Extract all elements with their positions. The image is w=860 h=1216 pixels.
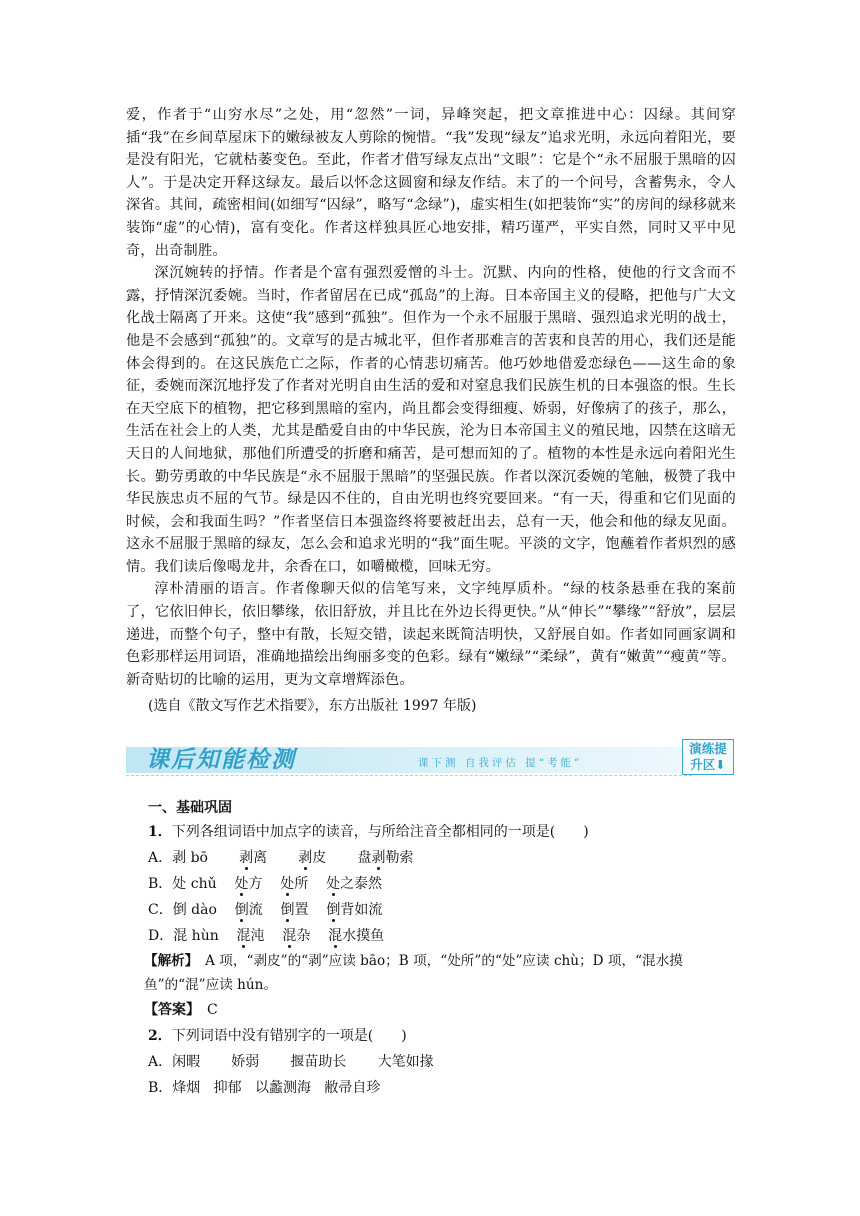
option-pinyin: 倒 dào xyxy=(172,902,217,919)
question-number: 2． xyxy=(148,1028,172,1045)
banner-divider xyxy=(126,775,692,776)
banner-subtitle: 课下测 自我评估 提“考能” xyxy=(418,757,583,770)
question-2 xyxy=(126,1023,736,1049)
option-word: 剥离 xyxy=(239,850,268,867)
question-stem: 下列各组词语中加点字的读音，与所给注音全都相同的一项是( ) xyxy=(171,824,589,841)
option-d xyxy=(126,923,736,949)
option-word: 混杂 xyxy=(282,928,311,945)
question-number: 1． xyxy=(148,824,172,841)
option-word: 处方 xyxy=(234,876,263,893)
option-letter: B． xyxy=(148,1080,173,1097)
banner-title: 课后知能检测 xyxy=(146,746,296,774)
option-word: 敝帚自珍 xyxy=(324,1080,381,1097)
section-banner xyxy=(126,739,736,777)
analysis xyxy=(126,949,736,997)
q2-option-b xyxy=(126,1075,736,1101)
source-citation: (选自《散文写作艺术指要》，东方出版社 1997 年版) xyxy=(148,698,477,715)
paragraph-language: 淳朴清丽的语言。作者像聊天似的信笔写来，文字纯厚质朴。“绿的枝条悬垂在我的案前了，它依旧伸长，依旧攀缘，依旧舒放，并且比在外边长得更快。”从“伸长”“攀缘”“舒放”，层层递进，而整个句子，整中有散，长短交错，读起来既简洁明快，又舒展自如。作者如同画家调和色彩那样运用词语，准确地描绘出绚丽多变的色彩。绿有“嫩绿”“柔绿”，黄有“嫩黄”“瘦黄”等。新奇贴切的比喻的运用，更为文章增辉添色。 xyxy=(126,581,736,688)
option-word: 娇弱 xyxy=(231,1054,260,1071)
page-content xyxy=(126,104,736,1101)
option-word: 揠苗助长 xyxy=(290,1054,347,1071)
option-word: 剥皮 xyxy=(298,850,327,867)
option-c xyxy=(126,897,736,923)
answer-tag: 【答案】 xyxy=(144,1002,193,1019)
option-word: 处之泰然 xyxy=(326,876,383,893)
option-word: 倒置 xyxy=(280,902,309,919)
option-word: 混水摸鱼 xyxy=(328,928,385,945)
option-pinyin: 剥 bō xyxy=(172,850,208,867)
option-letter: B． xyxy=(148,876,173,893)
paragraph-lyricism: 深沉婉转的抒情。作者是个富有强烈爱憎的斗士。沉默、内向的性格，使他的行文含而不露，抒情深沉委婉。当时，作者留居在已成“孤岛”的上海。日本帝国主义的侵略，把他与广大文化战士隔离了开来。这使“我”感到“孤独”。但作为一个永不屈服于黑暗、强烈追求光明的战士，他是不会感到“孤独”的。文章写的是古城北平，但作者那难言的苦衷和良苦的用心，我们还是能体会得到的。在这民族危亡之际，作者的心情悲切痛苦。他巧妙地借爱恋绿色——这生命的象征，委婉而深沉地抒发了作者对光明自由生活的爱和对窒息我们民族生机的日本强盗的恨。生长在天空底下的植物，把它移到黑暗的室内，尚且都会变得细瘦、娇弱，好像病了的孩子，那么，生活在社会上的人类，尤其是酷爱自由的中华民族，沦为日本帝国主义的殖民地，囚禁在这暗无天日的人间地狱，那他们所遭受的折磨和痛苦，是可想而知的了。植物的本性是永远向着阳光生长。勤劳勇敢的中华民族是“永不屈服于黑暗”的坚强民族。作者以深沉委婉的笔触，极赞了我中华民族忠贞不屈的气节。绿是囚不住的，自由光明也终究要回来。“有一天，得重和它们见面的时候，会和我面生吗？”作者坚信日本强盗终将要被赶出去，总有一天，他会和他的绿友见面。这永不屈服于黑暗的绿友，怎么会和追求光明的“我”面生呢。平淡的文字，饱蘸着作者炽烈的感情。我们读后像喝龙井，余香在口，如嚼橄榄，回味无穷。 xyxy=(126,265,736,575)
option-letter: A． xyxy=(148,850,173,867)
option-letter: D． xyxy=(148,928,174,945)
option-b xyxy=(126,871,736,897)
option-word: 倒流 xyxy=(234,902,263,919)
option-word: 倒背如流 xyxy=(326,902,383,919)
answer-value: C xyxy=(207,1002,218,1019)
section-heading: 一、基础巩固 xyxy=(148,800,232,817)
option-pinyin: 混 hùn xyxy=(173,928,219,945)
practice-badge xyxy=(682,739,734,775)
option-pinyin: 处 chǔ xyxy=(172,876,217,893)
q2-option-a xyxy=(126,1049,736,1075)
option-a xyxy=(126,845,736,871)
option-word: 处所 xyxy=(280,876,309,893)
option-word: 以蠡测海 xyxy=(255,1080,312,1097)
option-letter: C． xyxy=(148,902,173,919)
option-letter: A． xyxy=(148,1054,173,1071)
option-word: 盘剥勒索 xyxy=(357,850,414,867)
option-word: 烽烟 xyxy=(172,1080,201,1097)
badge-line-2: 升区⬇ xyxy=(690,757,726,773)
option-word: 混沌 xyxy=(236,928,265,945)
question-stem: 下列词语中没有错别字的一项是( ) xyxy=(171,1028,407,1045)
option-word: 抑郁 xyxy=(213,1080,242,1097)
option-word: 闲暇 xyxy=(172,1054,201,1071)
option-word: 大笔如掾 xyxy=(377,1054,434,1071)
question-1 xyxy=(126,819,736,845)
paragraph-structure: 爱，作者于“山穷水尽”之处，用“忽然”一词，异峰突起，把文章推进中心：囚绿。其间穿插“我”在乡间草屋床下的嫩绿被友人剪除的惋惜。“我”发现“绿友”追求光明，永远向着阳光，要是没有阳光，它就枯萎变色。至此，作者才借写绿友点出“文眼”：它是个“永不屈服于黑暗的囚人”。于是决定开释这绿友。最后以怀念这圆窗和绿友作结。末了的一个问号，含蓄隽永，令人深省。其间，疏密相间(如细写“囚绿”，略写“念绿”)，虚实相生(如把装饰“实”的房间的绿移就来装饰“虚”的心情)，富有变化。作者这样独具匠心地安排，精巧谨严，平实自然，同时又平中见奇，出奇制胜。 xyxy=(126,107,736,259)
analysis-text: A 项，“剥皮”的“剥”应读 bāo；B 项，“处所”的“处”应读 chù；D 项，“混水摸鱼”的“混”应读 hún。 xyxy=(144,953,683,994)
badge-line-1: 演练提 xyxy=(689,741,727,757)
answer xyxy=(126,997,736,1023)
analysis-tag: 【解析】 xyxy=(144,953,192,970)
